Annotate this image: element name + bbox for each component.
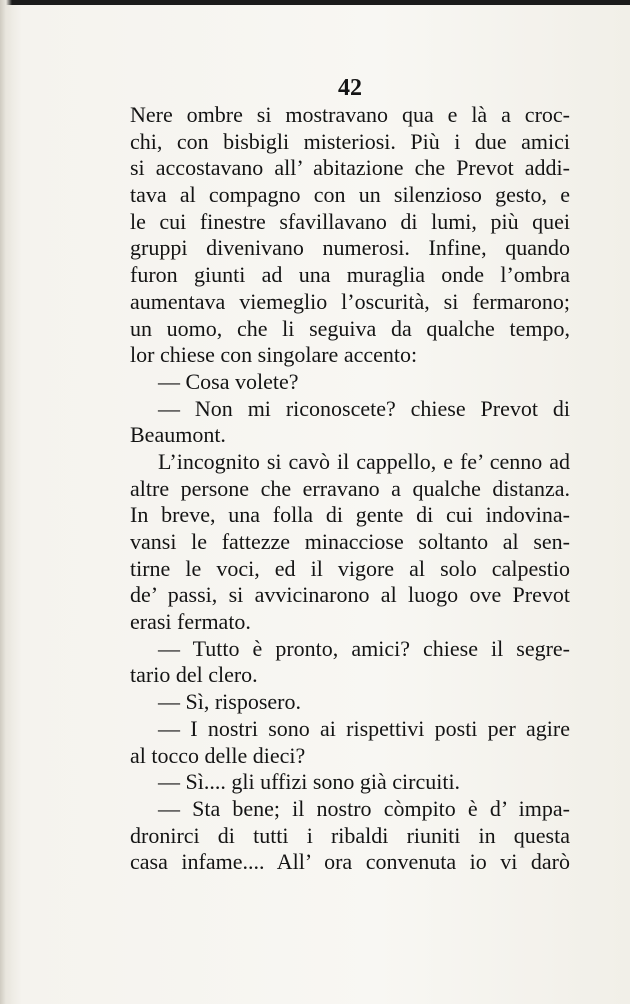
text-line: si accostavano all’ abitazione che Prevot addi-: [130, 155, 570, 181]
text-line: un uomo, che li seguiva da qualche tempo,: [130, 315, 570, 341]
text-line: altre persone che erravano a qualche distanza.: [130, 475, 570, 501]
page-binding-edge: [0, 0, 12, 1004]
text-line: erasi fermato.: [130, 609, 251, 635]
page-text: [130, 102, 570, 876]
text-line: lor chiese con singolare accento:: [130, 342, 418, 368]
text-line: le cui finestre sfavillavano di lumi, più quei: [130, 208, 570, 234]
text-line: Beaumont.: [130, 422, 226, 448]
text-line: tirne le voci, ed il vigore al solo calpestio: [130, 555, 570, 581]
text-line: de’ passi, si avvicinarono al luogo ove Prevot: [130, 582, 570, 608]
text-line: chi, con bisbigli misteriosi. Più i due amici: [130, 128, 570, 154]
text-line: In breve, una folla di gente di cui indovina-: [130, 502, 570, 528]
text-line: Nere ombre si mostravano qua e là a croc-: [130, 102, 570, 127]
page-top-edge: [0, 0, 630, 5]
text-line: tava al compagno con un silenzioso gesto, e: [130, 182, 570, 208]
text-line: tario del clero.: [130, 662, 258, 688]
text-line: — Non mi riconoscete? chiese Prevot di: [158, 395, 570, 421]
page-number: 42: [338, 75, 362, 101]
text-line: — Tutto è pronto, amici? chiese il segre-: [158, 635, 570, 661]
text-line: — Sì.... gli uffizi sono già circuiti.: [158, 769, 461, 795]
text-line: aumentava viemeglio l’oscurità, si fermarono;: [130, 288, 570, 314]
text-line: — I nostri sono ai rispettivi posti per agire: [158, 715, 570, 741]
text-line: al tocco delle dieci?: [130, 742, 306, 768]
text-line: L’incognito si cavò il cappello, e fe’ cenno ad: [158, 448, 570, 474]
text-line: — Cosa volete?: [158, 368, 299, 394]
text-line: dronirci di tutti i ribaldi riuniti in questa: [130, 822, 570, 848]
text-line: gruppi divenivano numerosi. Infine, quando: [130, 235, 570, 261]
text-line: casa infame.... All’ ora convenuta io vi darò: [130, 849, 570, 875]
text-line: vansi le fattezze minacciose soltanto al sen-: [130, 529, 570, 554]
text-line: furon giunti ad una muraglia onde l’ombra: [130, 262, 570, 288]
text-line: — Sta bene; il nostro còmpito è d’ impa-: [158, 795, 570, 821]
text-line: — Sì, risposero.: [158, 689, 301, 715]
